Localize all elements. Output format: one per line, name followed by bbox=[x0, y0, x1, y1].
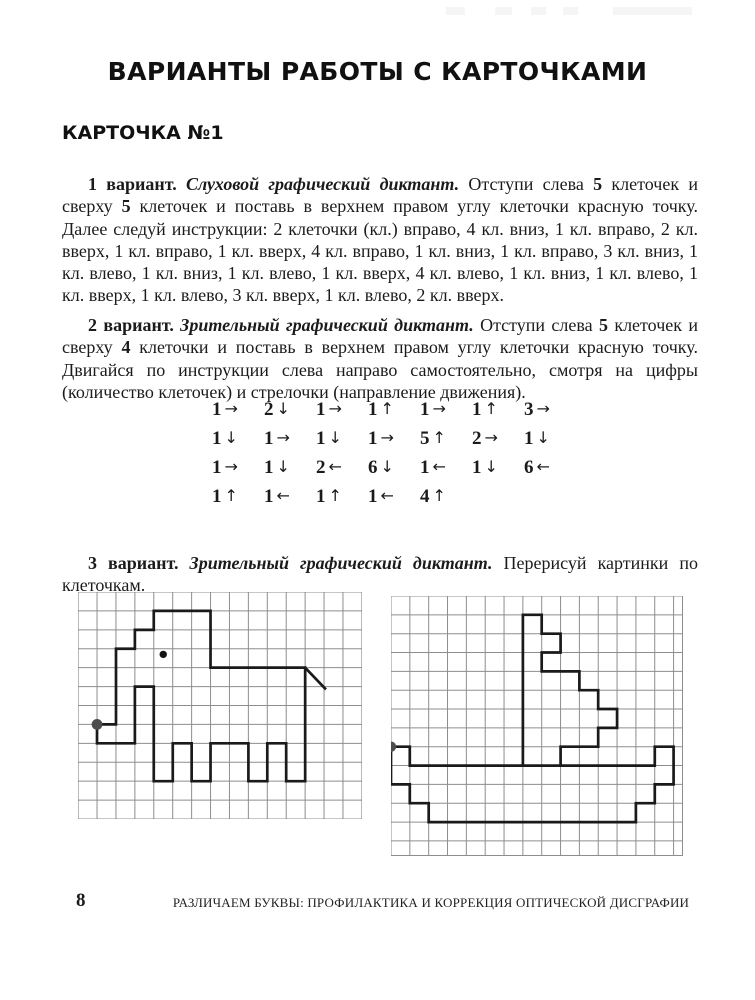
arrow-instruction bbox=[472, 457, 524, 479]
arrow-instruction bbox=[524, 399, 576, 421]
arrow-right-icon: → bbox=[536, 398, 550, 418]
arrow-down-icon: ↓ bbox=[536, 427, 550, 447]
scan-artifact bbox=[563, 7, 578, 15]
text-run: Перерисуй картинки по клеточкам. bbox=[62, 553, 698, 596]
text-run: 4 bbox=[121, 337, 131, 358]
arrow-instruction bbox=[420, 399, 472, 421]
arrow-left-icon: ← bbox=[328, 456, 342, 476]
arrow-up-icon: ↑ bbox=[224, 485, 238, 505]
step-count: 1 bbox=[368, 398, 378, 420]
arrow-instruction bbox=[264, 399, 316, 421]
step-count: 1 bbox=[420, 456, 430, 478]
paragraph-variant2 bbox=[62, 314, 698, 403]
text-run: 5 bbox=[598, 315, 608, 335]
paragraph-variant3 bbox=[62, 552, 698, 597]
step-count: 1 bbox=[472, 398, 482, 420]
arrow-instruction bbox=[472, 399, 524, 421]
step-count: 1 bbox=[472, 456, 482, 478]
step-count: 1 bbox=[524, 427, 534, 449]
arrow-up-icon: ↑ bbox=[432, 427, 446, 447]
arrow-down-icon: ↓ bbox=[276, 456, 290, 476]
arrow-right-icon: → bbox=[276, 427, 290, 447]
arrow-instruction bbox=[420, 428, 472, 450]
arrow-up-icon: ↑ bbox=[484, 398, 498, 418]
scan-artifact bbox=[446, 7, 465, 15]
step-count: 2 bbox=[316, 456, 326, 478]
scan-artifact bbox=[613, 7, 692, 15]
arrow-instruction bbox=[368, 486, 420, 508]
arrow-up-icon: ↑ bbox=[328, 485, 342, 505]
step-count: 2 bbox=[264, 398, 274, 420]
step-count: 1 bbox=[264, 456, 274, 478]
text-run: 5 bbox=[121, 196, 131, 217]
arrow-instruction bbox=[212, 399, 264, 421]
step-count: 6 bbox=[368, 456, 378, 478]
step-count: 2 bbox=[472, 427, 482, 449]
elephant-grid-drawing-outline bbox=[97, 611, 305, 781]
arrow-instruction bbox=[420, 457, 472, 479]
text-run: клеточек и сверху bbox=[62, 315, 698, 358]
arrow-instruction bbox=[368, 428, 420, 450]
arrow-instruction bbox=[212, 428, 264, 450]
footer-page-number: 8 bbox=[76, 890, 86, 911]
text-run: 1 вариант. bbox=[88, 174, 187, 194]
arrow-instruction bbox=[420, 486, 472, 508]
arrow-right-icon: → bbox=[224, 456, 238, 476]
footer-text: РАЗЛИЧАЕМ БУКВЫ: ПРОФИЛАКТИКА И КОРРЕКЦИЯ ОПТИЧЕСКОЙ ДИСГРАФИИ bbox=[172, 895, 690, 910]
step-count: 1 bbox=[316, 485, 326, 507]
elephant-figure bbox=[78, 592, 362, 819]
step-count: 1 bbox=[368, 485, 378, 507]
arrow-right-icon: → bbox=[484, 427, 498, 447]
step-count: 1 bbox=[368, 427, 378, 449]
arrow-right-icon: → bbox=[380, 427, 394, 447]
text-run: 5 bbox=[593, 174, 603, 194]
arrow-instruction bbox=[264, 486, 316, 508]
arrow-instruction bbox=[316, 486, 368, 508]
arrow-instruction bbox=[316, 399, 368, 421]
arrow-instruction bbox=[472, 428, 524, 450]
grid-lines bbox=[391, 596, 683, 856]
arrow-instruction bbox=[212, 457, 264, 479]
arrow-right-icon: → bbox=[328, 398, 342, 418]
arrow-left-icon: ← bbox=[276, 485, 290, 505]
arrow-instruction bbox=[316, 457, 368, 479]
arrow-instruction bbox=[212, 486, 264, 508]
text-run: Отступи слева bbox=[480, 315, 599, 335]
arrow-down-icon: ↓ bbox=[276, 398, 290, 418]
step-count: 1 bbox=[212, 427, 222, 449]
text-run: клеточек и поставь в верхнем правом углу клеточки красную точку. Далее следуй инструкции: 2 клеточки (кл.) вправо, 4 кл. вниз, 1 кл. вправо, 2 кл. вверх, 1 кл. вправо, 1 кл. вверх, 4 кл. вправо, 1 кл. вниз, 1 кл. вправо, 3 кл. вниз, 1 кл. влево, 1 кл. вниз, 1 кл. влево, 1 кл. вверх, 4 кл. влево, 1 кл. вниз, 1 кл. влево, 1 кл. вверх, 1 кл. влево, 3 кл. вверх, 1 кл. влево, 2 кл. вверх. bbox=[62, 196, 698, 306]
step-count: 6 bbox=[524, 456, 534, 478]
arrow-instruction bbox=[368, 457, 420, 479]
arrow-instruction bbox=[524, 457, 576, 479]
grid-lines bbox=[78, 592, 362, 819]
text-run: 3 вариант. bbox=[88, 553, 190, 573]
start-point-dot bbox=[391, 742, 396, 752]
arrow-right-icon: → bbox=[224, 398, 238, 418]
text-run: Отступи слева bbox=[468, 174, 594, 194]
text-run: 2 вариант. bbox=[88, 315, 181, 335]
elephant-eye-dot bbox=[160, 651, 167, 658]
step-count: 1 bbox=[316, 427, 326, 449]
arrow-instruction bbox=[368, 399, 420, 421]
step-count: 1 bbox=[212, 485, 222, 507]
arrow-instruction bbox=[316, 428, 368, 450]
arrow-table bbox=[212, 395, 576, 511]
page-title: ВАРИАНТЫ РАБОТЫ С КАРТОЧКАМИ bbox=[107, 57, 648, 86]
text-run: Зрительный графический диктант. bbox=[189, 553, 504, 573]
text-run: клеточки и поставь в верхнем правом углу клеточки красную точку. Двигайся по инструкции слева направо самостоятельно, смотря на цифры (количество клеточек) и стрелочки (направление движения). bbox=[62, 337, 698, 402]
arrow-up-icon: ↑ bbox=[380, 398, 394, 418]
arrow-instruction bbox=[264, 428, 316, 450]
arrow-left-icon: ← bbox=[380, 485, 394, 505]
step-count: 1 bbox=[264, 485, 274, 507]
paragraph-variant1 bbox=[62, 173, 698, 307]
text-run: клеточек и сверху bbox=[62, 174, 698, 217]
arrow-instruction bbox=[524, 428, 576, 450]
arrow-down-icon: ↓ bbox=[328, 427, 342, 447]
arrow-row bbox=[212, 482, 576, 511]
arrow-left-icon: ← bbox=[432, 456, 446, 476]
arrow-left-icon: ← bbox=[536, 456, 550, 476]
text-run: Слуховой графический диктант. bbox=[186, 174, 469, 194]
boat-figure bbox=[391, 596, 683, 856]
arrow-row bbox=[212, 453, 576, 482]
step-count: 1 bbox=[420, 398, 430, 420]
step-count: 4 bbox=[420, 485, 430, 507]
step-count: 1 bbox=[316, 398, 326, 420]
arrow-instruction bbox=[264, 457, 316, 479]
text-run: Зрительный графический диктант. bbox=[180, 315, 481, 335]
arrow-right-icon: → bbox=[432, 398, 446, 418]
arrow-down-icon: ↓ bbox=[484, 456, 498, 476]
step-count: 5 bbox=[420, 427, 430, 449]
step-count: 1 bbox=[212, 398, 222, 420]
arrow-down-icon: ↓ bbox=[380, 456, 394, 476]
scan-artifact bbox=[531, 7, 546, 15]
arrow-down-icon: ↓ bbox=[224, 427, 238, 447]
card-heading: КАРТОЧКА №1 bbox=[62, 122, 224, 144]
scan-artifact bbox=[495, 7, 512, 15]
step-count: 1 bbox=[264, 427, 274, 449]
step-count: 3 bbox=[524, 398, 534, 420]
arrow-up-icon: ↑ bbox=[432, 485, 446, 505]
start-point-dot bbox=[92, 719, 103, 730]
arrow-row bbox=[212, 395, 576, 424]
step-count: 1 bbox=[212, 456, 222, 478]
arrow-row bbox=[212, 424, 576, 453]
